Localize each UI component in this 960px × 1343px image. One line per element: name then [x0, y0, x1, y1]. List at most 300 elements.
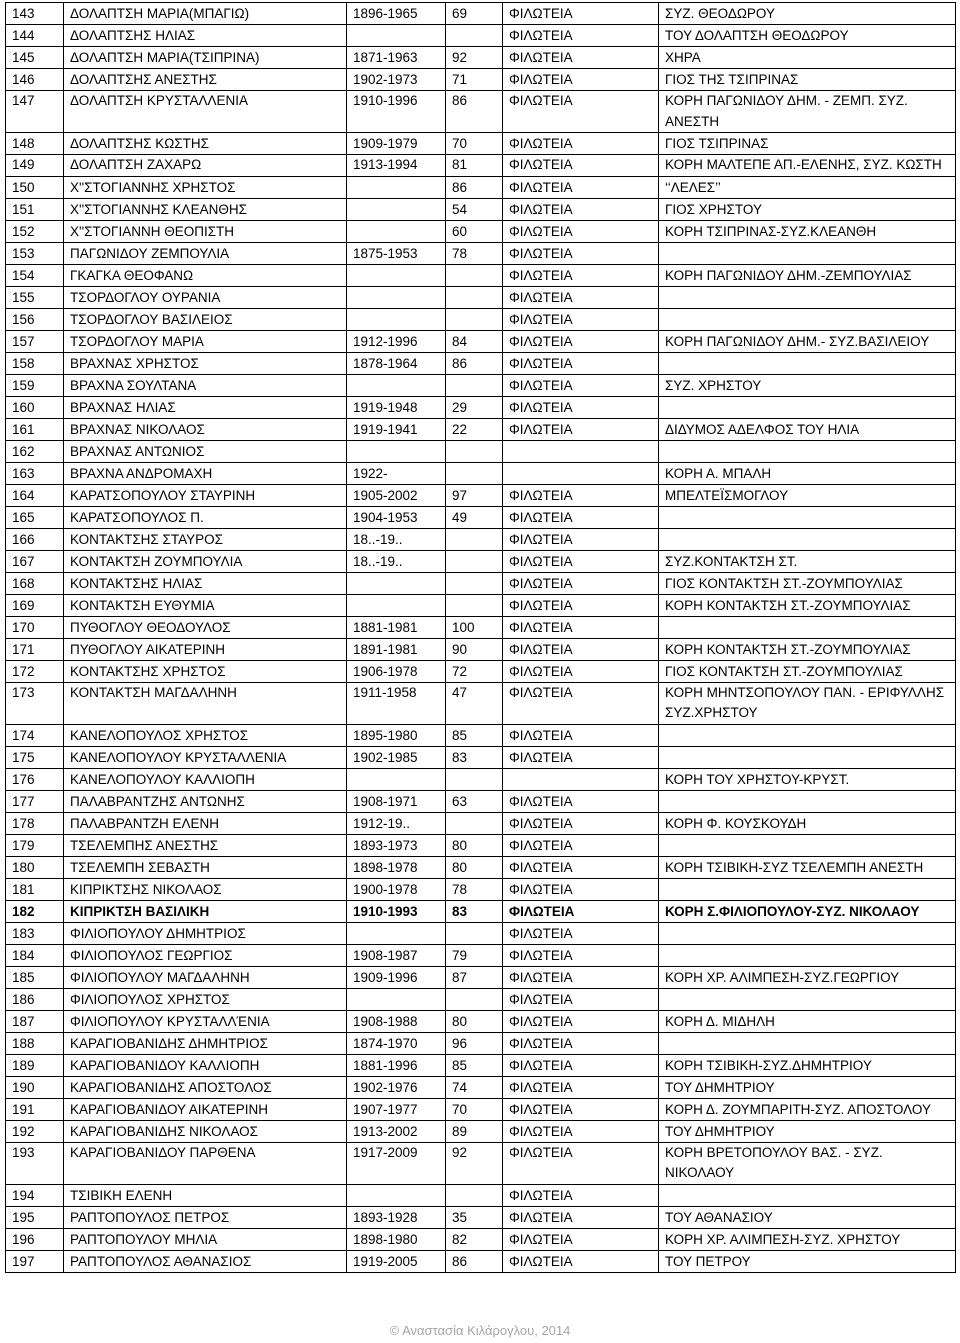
cell-place: ΦΙΛΩΤΕΙΑ [503, 264, 659, 286]
cell-notes [659, 616, 956, 638]
cell-name: ΤΣΟΡΔΟΓΛΟΥ ΜΑΡΙΑ [64, 330, 347, 352]
cell-name: ΚΟΝΤΑΚΤΣΗΣ ΗΛΙΑΣ [64, 572, 347, 594]
cell-place: ΦΙΛΩΤΕΙΑ [503, 133, 659, 155]
cell-age: 29 [446, 396, 503, 418]
table-row [6, 528, 956, 550]
cell-name: ΚΑΡΑΤΣΟΠΟΥΛΟΥ ΣΤΑΥΡΙΝΗ [64, 484, 347, 506]
cell-place: ΦΙΛΩΤΕΙΑ [503, 1250, 659, 1272]
cell-age: 86 [446, 176, 503, 198]
cell-place: ΦΙΛΩΤΕΙΑ [503, 660, 659, 682]
table-row [6, 944, 956, 966]
cell-number: 148 [6, 133, 64, 155]
cell-name: ΔΟΛΑΠΤΣΗ ΜΑΡΙΑ(ΤΣΙΠΡΙΝΑ) [64, 47, 347, 69]
cell-number: 177 [6, 790, 64, 812]
cell-age: 86 [446, 352, 503, 374]
cell-place: ΦΙΛΩΤΕΙΑ [503, 988, 659, 1010]
cell-place: ΦΙΛΩΤΕΙΑ [503, 47, 659, 69]
cell-years: 1909-1979 [347, 133, 446, 155]
cell-age: 78 [446, 878, 503, 900]
cell-number: 165 [6, 506, 64, 528]
cell-age: 81 [446, 155, 503, 177]
cell-place: ΦΙΛΩΤΕΙΑ [503, 352, 659, 374]
cell-place: ΦΙΛΩΤΕΙΑ [503, 484, 659, 506]
cell-name: ΡΑΠΤΟΠΟΥΛΟΣ ΠΕΤΡΟΣ [64, 1206, 347, 1228]
cell-years [347, 922, 446, 944]
cell-notes: ΚΟΡΗ ΠΑΓΩΝΙΔΟΥ ΔΗΜ.-ΖΕΜΠΟΥΛΙΑΣ [659, 264, 956, 286]
cell-age: 72 [446, 660, 503, 682]
cell-age: 83 [446, 900, 503, 922]
cell-place: ΦΙΛΩΤΕΙΑ [503, 550, 659, 572]
cell-name: ΤΣΙΒΙΚΗ ΕΛΕΝΗ [64, 1184, 347, 1206]
table-row [6, 396, 956, 418]
cell-place: ΦΙΛΩΤΕΙΑ [503, 198, 659, 220]
cell-number: 184 [6, 944, 64, 966]
cell-name: ΚΑΡΑΓΙΟΒΑΝΙΔΗΣ ΝΙΚΟΛΑΟΣ [64, 1120, 347, 1142]
table-row [6, 1098, 956, 1120]
cell-years: 1922- [347, 462, 446, 484]
cell-name: ΤΣΟΡΔΟΓΛΟΥ ΒΑΣΙΛΕΙΟΣ [64, 308, 347, 330]
cell-years: 1906-1978 [347, 660, 446, 682]
cell-number: 161 [6, 418, 64, 440]
cell-place: ΦΙΛΩΤΕΙΑ [503, 1142, 659, 1184]
cell-number: 167 [6, 550, 64, 572]
cell-number: 179 [6, 834, 64, 856]
copyright-footer: © Αναστασία Κιλάρογλου, 2014 [389, 1323, 571, 1338]
cell-age: 90 [446, 638, 503, 660]
cell-age [446, 374, 503, 396]
table-row [6, 1120, 956, 1142]
table-row [6, 878, 956, 900]
cell-years: 1898-1980 [347, 1228, 446, 1250]
cell-number: 194 [6, 1184, 64, 1206]
cell-name: ΦΙΛΙΟΠΟΥΛΟΥ ΜΑΓΔΑΛΗΝΗ [64, 966, 347, 988]
cell-place: ΦΙΛΩΤΕΙΑ [503, 682, 659, 724]
cell-place [503, 768, 659, 790]
cell-years: 1905-2002 [347, 484, 446, 506]
cell-years: 1913-2002 [347, 1120, 446, 1142]
cell-years [347, 440, 446, 462]
table-row [6, 856, 956, 878]
table-row [6, 264, 956, 286]
cell-name: Χ''ΣΤΟΓΙΑΝΝΗΣ ΧΡΗΣΤΟΣ [64, 176, 347, 198]
cell-age: 80 [446, 1010, 503, 1032]
cell-age: 22 [446, 418, 503, 440]
cell-notes [659, 242, 956, 264]
table-row [6, 616, 956, 638]
cell-notes: ΚΟΡΗ ΧΡ. ΑΛΙΜΠΕΣΗ-ΣΥΖ. ΧΡΗΣΤΟΥ [659, 1228, 956, 1250]
cell-notes: ΔΙΔΥΜΟΣ ΑΔΕΛΦΟΣ ΤΟΥ ΗΛΙΑ [659, 418, 956, 440]
cell-years: 1881-1996 [347, 1054, 446, 1076]
table-row [6, 900, 956, 922]
cell-notes: ΓΙΟΣ ΧΡΗΣΤΟΥ [659, 198, 956, 220]
table-row [6, 286, 956, 308]
cell-years [347, 374, 446, 396]
cell-name: ΚΑΡΑΓΙΟΒΑΝΙΔΟΥ ΚΑΛΛΙΟΠΗ [64, 1054, 347, 1076]
cell-number: 166 [6, 528, 64, 550]
cell-years [347, 176, 446, 198]
cell-name: ΔΟΛΑΠΤΣΗΣ ΑΝΕΣΤΗΣ [64, 69, 347, 91]
cell-years: 1910-1993 [347, 900, 446, 922]
cell-place [503, 440, 659, 462]
cell-age [446, 812, 503, 834]
cell-number: 176 [6, 768, 64, 790]
table-row [6, 462, 956, 484]
cell-years: 1875-1953 [347, 242, 446, 264]
cell-age: 92 [446, 47, 503, 69]
cell-years: 1881-1981 [347, 616, 446, 638]
cell-place: ΦΙΛΩΤΕΙΑ [503, 242, 659, 264]
cell-age: 35 [446, 1206, 503, 1228]
cell-age [446, 25, 503, 47]
cell-notes: ΓΙΟΣ ΚΟΝΤΑΚΤΣΗ ΣΤ.-ΖΟΥΜΠΟΥΛΙΑΣ [659, 660, 956, 682]
table-row [6, 1010, 956, 1032]
cell-notes [659, 528, 956, 550]
cell-name: ΦΙΛΙΟΠΟΥΛΟΣ ΓΕΩΡΓΙΟΣ [64, 944, 347, 966]
cell-notes: ΚΟΡΗ ΤΣΙΒΙΚΗ-ΣΥΖ ΤΣΕΛΕΜΠΗ ΑΝΕΣΤΗ [659, 856, 956, 878]
table-row [6, 1142, 956, 1184]
table-row [6, 176, 956, 198]
table-row [6, 834, 956, 856]
cell-name: ΔΟΛΑΠΤΣΗΣ ΚΩΣΤΗΣ [64, 133, 347, 155]
table-row [6, 440, 956, 462]
records-body [6, 3, 956, 1273]
cell-place: ΦΙΛΩΤΕΙΑ [503, 922, 659, 944]
cell-name: ΔΟΛΑΠΤΣΗ ΚΡΥΣΤΑΛΛΕΝΙΑ [64, 91, 347, 133]
cell-age: 86 [446, 1250, 503, 1272]
cell-notes: ΚΟΡΗ Δ. ΖΟΥΜΠΑΡΙΤΗ-ΣΥΖ. ΑΠΟΣΤΟΛΟΥ [659, 1098, 956, 1120]
table-row [6, 133, 956, 155]
cell-name: ΓΚΑΓΚΑ ΘΕΟΦΑΝΩ [64, 264, 347, 286]
cell-age [446, 462, 503, 484]
cell-number: 147 [6, 91, 64, 133]
cell-age [446, 308, 503, 330]
table-row [6, 91, 956, 133]
cell-number: 185 [6, 966, 64, 988]
cell-age [446, 1184, 503, 1206]
cell-notes: ΤΟΥ ΑΘΑΝΑΣΙΟΥ [659, 1206, 956, 1228]
cell-place: ΦΙΛΩΤΕΙΑ [503, 220, 659, 242]
cell-number: 149 [6, 155, 64, 177]
cell-years [347, 572, 446, 594]
cell-age: 85 [446, 1054, 503, 1076]
cell-number: 171 [6, 638, 64, 660]
cell-notes: ΓΙΟΣ ΤΗΣ ΤΣΙΠΡΙΝΑΣ [659, 69, 956, 91]
cell-number: 174 [6, 724, 64, 746]
cell-age: 70 [446, 1098, 503, 1120]
cell-place: ΦΙΛΩΤΕΙΑ [503, 812, 659, 834]
cell-number: 183 [6, 922, 64, 944]
cell-years [347, 264, 446, 286]
cell-age: 80 [446, 856, 503, 878]
cell-notes [659, 352, 956, 374]
cell-age [446, 550, 503, 572]
cell-years [347, 286, 446, 308]
cell-number: 180 [6, 856, 64, 878]
cell-name: ΚΑΡΑΓΙΟΒΑΝΙΔΟΥ ΑΙΚΑΤΕΡΙΝΗ [64, 1098, 347, 1120]
cell-years: 1893-1928 [347, 1206, 446, 1228]
cell-name: ΚΟΝΤΑΚΤΣΗ ΖΟΥΜΠΟΥΛΙΑ [64, 550, 347, 572]
cell-number: 150 [6, 176, 64, 198]
cell-number: 181 [6, 878, 64, 900]
cell-age [446, 264, 503, 286]
records-table [5, 2, 956, 1273]
cell-notes: ΚΟΡΗ ΠΑΓΩΝΙΔΟΥ ΔΗΜ.- ΣΥΖ.ΒΑΣΙΛΕΙΟΥ [659, 330, 956, 352]
cell-age [446, 440, 503, 462]
cell-age: 47 [446, 682, 503, 724]
cell-years: 1919-1948 [347, 396, 446, 418]
cell-notes [659, 1032, 956, 1054]
cell-age: 85 [446, 724, 503, 746]
cell-number: 169 [6, 594, 64, 616]
table-row [6, 922, 956, 944]
cell-notes: ΚΟΡΗ ΒΡΕΤΟΠΟΥΛΟΥ ΒΑΣ. - ΣΥΖ. ΝΙΚΟΛΑΟΥ [659, 1142, 956, 1184]
cell-name: ΚΟΝΤΑΚΤΣΗΣ ΧΡΗΣΤΟΣ [64, 660, 347, 682]
table-row [6, 1054, 956, 1076]
table-row [6, 1032, 956, 1054]
cell-age: 80 [446, 834, 503, 856]
cell-years: 1910-1996 [347, 91, 446, 133]
cell-number: 189 [6, 1054, 64, 1076]
cell-name: ΡΑΠΤΟΠΟΥΛΟΣ ΑΘΑΝΑΣΙΟΣ [64, 1250, 347, 1272]
cell-place: ΦΙΛΩΤΕΙΑ [503, 286, 659, 308]
cell-number: 160 [6, 396, 64, 418]
cell-number: 170 [6, 616, 64, 638]
cell-number: 190 [6, 1076, 64, 1098]
cell-age: 63 [446, 790, 503, 812]
cell-number: 172 [6, 660, 64, 682]
cell-name: ΔΟΛΑΠΤΣΗΣ ΗΛΙΑΣ [64, 25, 347, 47]
cell-number: 143 [6, 3, 64, 25]
cell-number: 192 [6, 1120, 64, 1142]
cell-age: 97 [446, 484, 503, 506]
cell-years: 1907-1977 [347, 1098, 446, 1120]
cell-place: ΦΙΛΩΤΕΙΑ [503, 594, 659, 616]
cell-name: ΦΙΛΙΟΠΟΥΛΟΥ ΔΗΜΗΤΡΙΟΣ [64, 922, 347, 944]
cell-place: ΦΙΛΩΤΕΙΑ [503, 724, 659, 746]
cell-number: 152 [6, 220, 64, 242]
cell-number: 162 [6, 440, 64, 462]
cell-notes: ΚΟΡΗ ΧΡ. ΑΛΙΜΠΕΣΗ-ΣΥΖ.ΓΕΩΡΓΙΟΥ [659, 966, 956, 988]
cell-name: ΡΑΠΤΟΠΟΥΛΟΥ ΜΗΛΙΑ [64, 1228, 347, 1250]
table-row [6, 25, 956, 47]
cell-place: ΦΙΛΩΤΕΙΑ [503, 572, 659, 594]
table-row [6, 1228, 956, 1250]
cell-age: 100 [446, 616, 503, 638]
cell-years: 1912-1996 [347, 330, 446, 352]
cell-age [446, 286, 503, 308]
cell-years: 1917-2009 [347, 1142, 446, 1184]
cell-place: ΦΙΛΩΤΕΙΑ [503, 3, 659, 25]
cell-name: ΔΟΛΑΠΤΣΗ ΜΑΡΙΑ(ΜΠΑΓΙΩ) [64, 3, 347, 25]
cell-years [347, 308, 446, 330]
cell-number: 175 [6, 746, 64, 768]
table-row [6, 594, 956, 616]
cell-years: 1874-1970 [347, 1032, 446, 1054]
cell-name: ΚΟΝΤΑΚΤΣΗ ΜΑΓΔΑΛΗΝΗ [64, 682, 347, 724]
cell-notes [659, 506, 956, 528]
cell-place: ΦΙΛΩΤΕΙΑ [503, 856, 659, 878]
cell-place: ΦΙΛΩΤΕΙΑ [503, 1098, 659, 1120]
cell-name: ΠΑΛΑΒΡΑΝΤΖΗ ΕΛΕΝΗ [64, 812, 347, 834]
cell-name: Χ''ΣΤΟΓΙΑΝΝΗ ΘΕΟΠΙΣΤΗ [64, 220, 347, 242]
cell-years: 1911-1958 [347, 682, 446, 724]
table-row [6, 374, 956, 396]
cell-name: ΒΡΑΧΝΑΣ ΑΝΤΩΝΙΟΣ [64, 440, 347, 462]
cell-number: 168 [6, 572, 64, 594]
cell-years: 1912-19.. [347, 812, 446, 834]
cell-age [446, 594, 503, 616]
cell-age: 79 [446, 944, 503, 966]
cell-number: 186 [6, 988, 64, 1010]
cell-place: ΦΙΛΩΤΕΙΑ [503, 1010, 659, 1032]
cell-name: ΚΙΠΡΙΚΤΣΗΣ ΝΙΚΟΛΑΟΣ [64, 878, 347, 900]
cell-number: 196 [6, 1228, 64, 1250]
cell-name: Χ''ΣΤΟΓΙΑΝΝΗΣ ΚΛΕΑΝΘΗΣ [64, 198, 347, 220]
cell-years: 1902-1976 [347, 1076, 446, 1098]
cell-notes [659, 1184, 956, 1206]
cell-age: 54 [446, 198, 503, 220]
cell-place: ΦΙΛΩΤΕΙΑ [503, 155, 659, 177]
cell-years [347, 988, 446, 1010]
cell-age [446, 528, 503, 550]
table-row [6, 1076, 956, 1098]
cell-name: ΦΙΛΙΟΠΟΥΛΟΣ ΧΡΗΣΤΟΣ [64, 988, 347, 1010]
cell-notes [659, 922, 956, 944]
cell-number: 157 [6, 330, 64, 352]
cell-place: ΦΙΛΩΤΕΙΑ [503, 834, 659, 856]
cell-place: ΦΙΛΩΤΕΙΑ [503, 616, 659, 638]
cell-years: 1893-1973 [347, 834, 446, 856]
cell-age: 60 [446, 220, 503, 242]
cell-notes [659, 944, 956, 966]
cell-name: ΒΡΑΧΝΑ ΑΝΔΡΟΜΑΧΗ [64, 462, 347, 484]
table-row [6, 352, 956, 374]
cell-name: ΚΑΡΑΤΣΟΠΟΥΛΟΣ Π. [64, 506, 347, 528]
cell-notes: ΚΟΡΗ Δ. ΜΙΔΗΛΗ [659, 1010, 956, 1032]
cell-number: 182 [6, 900, 64, 922]
cell-name: ΤΣΕΛΕΜΠΗ ΣΕΒΑΣΤΗ [64, 856, 347, 878]
cell-age: 86 [446, 91, 503, 133]
cell-years: 1904-1953 [347, 506, 446, 528]
cell-name: ΚΑΝΕΛΟΠΟΥΛΟΥ ΚΑΛΛΙΟΠΗ [64, 768, 347, 790]
cell-notes [659, 878, 956, 900]
cell-notes: ΓΙΟΣ ΚΟΝΤΑΚΤΣΗ ΣΤ.-ΖΟΥΜΠΟΥΛΙΑΣ [659, 572, 956, 594]
table-row [6, 660, 956, 682]
table-row [6, 812, 956, 834]
cell-years [347, 594, 446, 616]
cell-number: 151 [6, 198, 64, 220]
cell-place: ΦΙΛΩΤΕΙΑ [503, 638, 659, 660]
cell-notes: ΓΙΟΣ ΤΣΙΠΡΙΝΑΣ [659, 133, 956, 155]
cell-place: ΦΙΛΩΤΕΙΑ [503, 330, 659, 352]
cell-name: ΚΑΝΕΛΟΠΟΥΛΟΣ ΧΡΗΣΤΟΣ [64, 724, 347, 746]
cell-age: 87 [446, 966, 503, 988]
cell-notes: ΤΟΥ ΔΗΜΗΤΡΙΟΥ [659, 1120, 956, 1142]
table-row [6, 572, 956, 594]
cell-name: ΠΑΛΑΒΡΑΝΤΖΗΣ ΑΝΤΩΝΗΣ [64, 790, 347, 812]
cell-number: 187 [6, 1010, 64, 1032]
cell-years [347, 768, 446, 790]
cell-years: 1919-2005 [347, 1250, 446, 1272]
cell-years: 1871-1963 [347, 47, 446, 69]
cell-place: ΦΙΛΩΤΕΙΑ [503, 374, 659, 396]
cell-notes [659, 440, 956, 462]
cell-age: 96 [446, 1032, 503, 1054]
cell-place: ΦΙΛΩΤΕΙΑ [503, 1206, 659, 1228]
cell-name: ΦΙΛΙΟΠΟΥΛΟΥ ΚΡΥΣΤΑΛΛΈΝΙΑ [64, 1010, 347, 1032]
cell-notes [659, 988, 956, 1010]
cell-age: 84 [446, 330, 503, 352]
cell-number: 191 [6, 1098, 64, 1120]
cell-place: ΦΙΛΩΤΕΙΑ [503, 878, 659, 900]
cell-name: ΚΑΡΑΓΙΟΒΑΝΙΔΗΣ ΔΗΜΗΤΡΙΟΣ [64, 1032, 347, 1054]
cell-place: ΦΙΛΩΤΕΙΑ [503, 1076, 659, 1098]
cell-age [446, 572, 503, 594]
cell-notes: ΚΟΡΗ Φ. ΚΟΥΣΚΟΥΔΗ [659, 812, 956, 834]
cell-age: 83 [446, 746, 503, 768]
cell-years [347, 220, 446, 242]
cell-name: ΚΑΝΕΛΟΠΟΥΛΟΥ ΚΡΥΣΤΑΛΛΕΝΙΑ [64, 746, 347, 768]
cell-name: ΠΥΘΟΓΛΟΥ ΘΕΟΔΟΥΛΟΣ [64, 616, 347, 638]
cell-notes: ΣΥΖ. ΧΡΗΣΤΟΥ [659, 374, 956, 396]
cell-notes: ΚΟΡΗ ΜΗΝΤΣΟΠΟΥΛΟΥ ΠΑΝ. - ΕΡΙΦΥΛΛΗΣ ΣΥΖ.ΧΡΗΣΤΟΥ [659, 682, 956, 724]
cell-number: 145 [6, 47, 64, 69]
cell-years: 1900-1978 [347, 878, 446, 900]
cell-name: ΒΡΑΧΝΑ ΣΟΥΛΤΑΝΑ [64, 374, 347, 396]
cell-notes: ΧΗΡΑ [659, 47, 956, 69]
cell-place: ΦΙΛΩΤΕΙΑ [503, 1228, 659, 1250]
cell-notes: ΜΠΕΛΤΕΪΣΜΟΓΛΟΥ [659, 484, 956, 506]
cell-number: 154 [6, 264, 64, 286]
cell-name: ΚΟΝΤΑΚΤΣΗ ΕΥΘΥΜΙΑ [64, 594, 347, 616]
cell-name: ΤΣΕΛΕΜΠΗΣ ΑΝΕΣΤΗΣ [64, 834, 347, 856]
table-row [6, 242, 956, 264]
cell-place: ΦΙΛΩΤΕΙΑ [503, 790, 659, 812]
cell-number: 195 [6, 1206, 64, 1228]
cell-notes: ΤΟΥ ΔΟΛΑΠΤΣΗ ΘΕΟΔΩΡΟΥ [659, 25, 956, 47]
cell-notes: ΣΥΖ.ΚΟΝΤΑΚΤΣΗ ΣΤ. [659, 550, 956, 572]
table-row [6, 198, 956, 220]
cell-number: 173 [6, 682, 64, 724]
cell-place: ΦΙΛΩΤΕΙΑ [503, 1120, 659, 1142]
cell-name: ΒΡΑΧΝΑΣ ΝΙΚΟΛΑΟΣ [64, 418, 347, 440]
cell-years: 1902-1985 [347, 746, 446, 768]
table-row [6, 1184, 956, 1206]
cell-notes [659, 790, 956, 812]
cell-age: 70 [446, 133, 503, 155]
cell-place: ΦΙΛΩΤΕΙΑ [503, 418, 659, 440]
cell-number: 159 [6, 374, 64, 396]
table-row [6, 330, 956, 352]
cell-age: 89 [446, 1120, 503, 1142]
cell-years: 18..-19.. [347, 550, 446, 572]
cell-name: ΒΡΑΧΝΑΣ ΧΡΗΣΤΟΣ [64, 352, 347, 374]
cell-place: ΦΙΛΩΤΕΙΑ [503, 69, 659, 91]
cell-notes [659, 286, 956, 308]
cell-place: ΦΙΛΩΤΕΙΑ [503, 900, 659, 922]
cell-notes: ΤΟΥ ΠΕΤΡΟΥ [659, 1250, 956, 1272]
cell-place: ΦΙΛΩΤΕΙΑ [503, 966, 659, 988]
cell-place: ΦΙΛΩΤΕΙΑ [503, 528, 659, 550]
cell-name: ΠΑΓΩΝΙΔΟΥ ΖΕΜΠΟΥΛΙΑ [64, 242, 347, 264]
cell-place: ΦΙΛΩΤΕΙΑ [503, 506, 659, 528]
cell-age [446, 922, 503, 944]
table-row [6, 1250, 956, 1272]
cell-number: 153 [6, 242, 64, 264]
cell-notes: ΚΟΡΗ ΤΣΙΠΡΙΝΑΣ-ΣΥΖ.ΚΛΕΑΝΘΗ [659, 220, 956, 242]
cell-number: 188 [6, 1032, 64, 1054]
table-row [6, 988, 956, 1010]
